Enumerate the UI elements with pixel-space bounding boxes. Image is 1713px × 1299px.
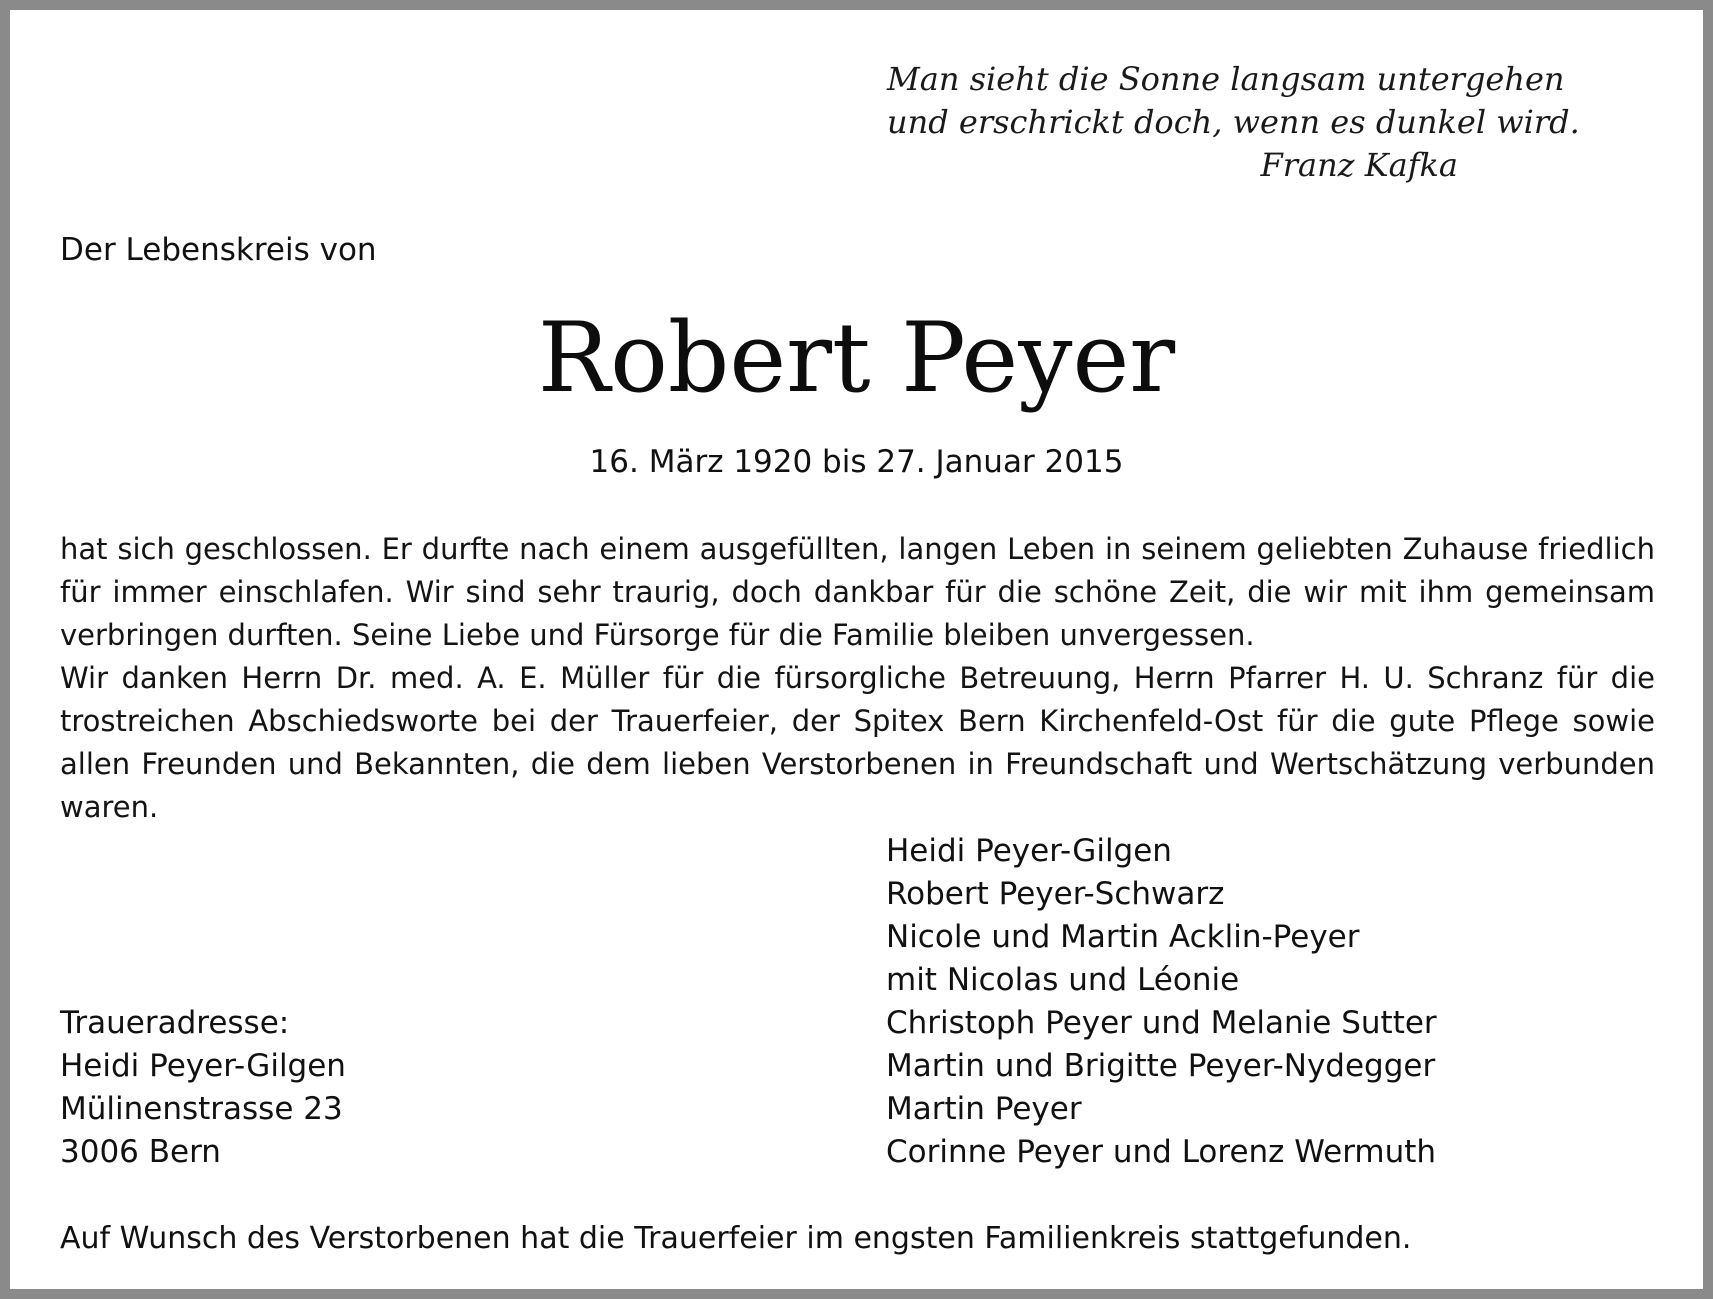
life-dates: 16. März 1920 bis 27. Januar 2015 [589,444,1124,480]
mourner-item: mit Nicolas und Léonie [886,962,1240,998]
address-name: Heidi Peyer-Gilgen [60,1048,346,1084]
mourner-item: Corinne Peyer und Lorenz Wermuth [886,1134,1437,1170]
mourners-list [886,830,1437,1174]
kafka-quote [887,58,1580,187]
funeral-note: Auf Wunsch des Verstorbenen hat die Trauerfeier im engsten Familienkreis stattgefunden. [60,1221,1412,1256]
mourning-address [60,1002,346,1174]
mourner-item: Robert Peyer-Schwarz [886,876,1225,912]
body-paragraph-2: Wir danken Herrn Dr. med. A. E. Müller für die fürsorgliche Betreuung, Herrn Pfarrer H. U. Schranz für die trostreichen Abschiedsworte bei der Trauerfeier, der Spitex Bern Kirchenfeld-Ost für die gute Pflege sowie allen Freunden und Bekannten, die dem lieben Verstorbenen in Freundschaft und Wertschätzung verbunden waren. [60,661,1655,824]
intro-text: Der Lebenskreis von [60,232,377,268]
mourner-item: Christoph Peyer und Melanie Sutter [886,1005,1437,1041]
body-paragraph-1: hat sich geschlossen. Er durfte nach einem ausgefüllten, langen Leben in seinem geliebten Zuhause friedlich für immer einschlafen. Wir sind sehr traurig, doch dankbar für die schöne Zeit, die wir mit ihm gemeinsam verbringen durften. Seine Liebe und Fürsorge für die Familie bleiben unvergessen. [60,532,1655,652]
obituary-body [60,528,1655,829]
deceased-name: Robert Peyer [537,302,1176,414]
mourner-item: Martin und Brigitte Peyer-Nydegger [886,1048,1436,1084]
mourner-item: Martin Peyer [886,1091,1082,1127]
mourner-item: Heidi Peyer-Gilgen [886,833,1172,869]
mourner-item: Nicole und Martin Acklin-Peyer [886,919,1360,955]
quote-line-2: und erschrickt doch, wenn es dunkel wird. [887,103,1580,141]
obituary-notice [10,10,1703,1289]
quote-author: Franz Kafka [1260,146,1458,184]
quote-line-1: Man sieht die Sonne langsam untergehen [887,60,1565,98]
address-city: 3006 Bern [60,1134,221,1170]
address-label: Traueradresse: [60,1005,290,1041]
address-street: Mülinenstrasse 23 [60,1091,343,1127]
